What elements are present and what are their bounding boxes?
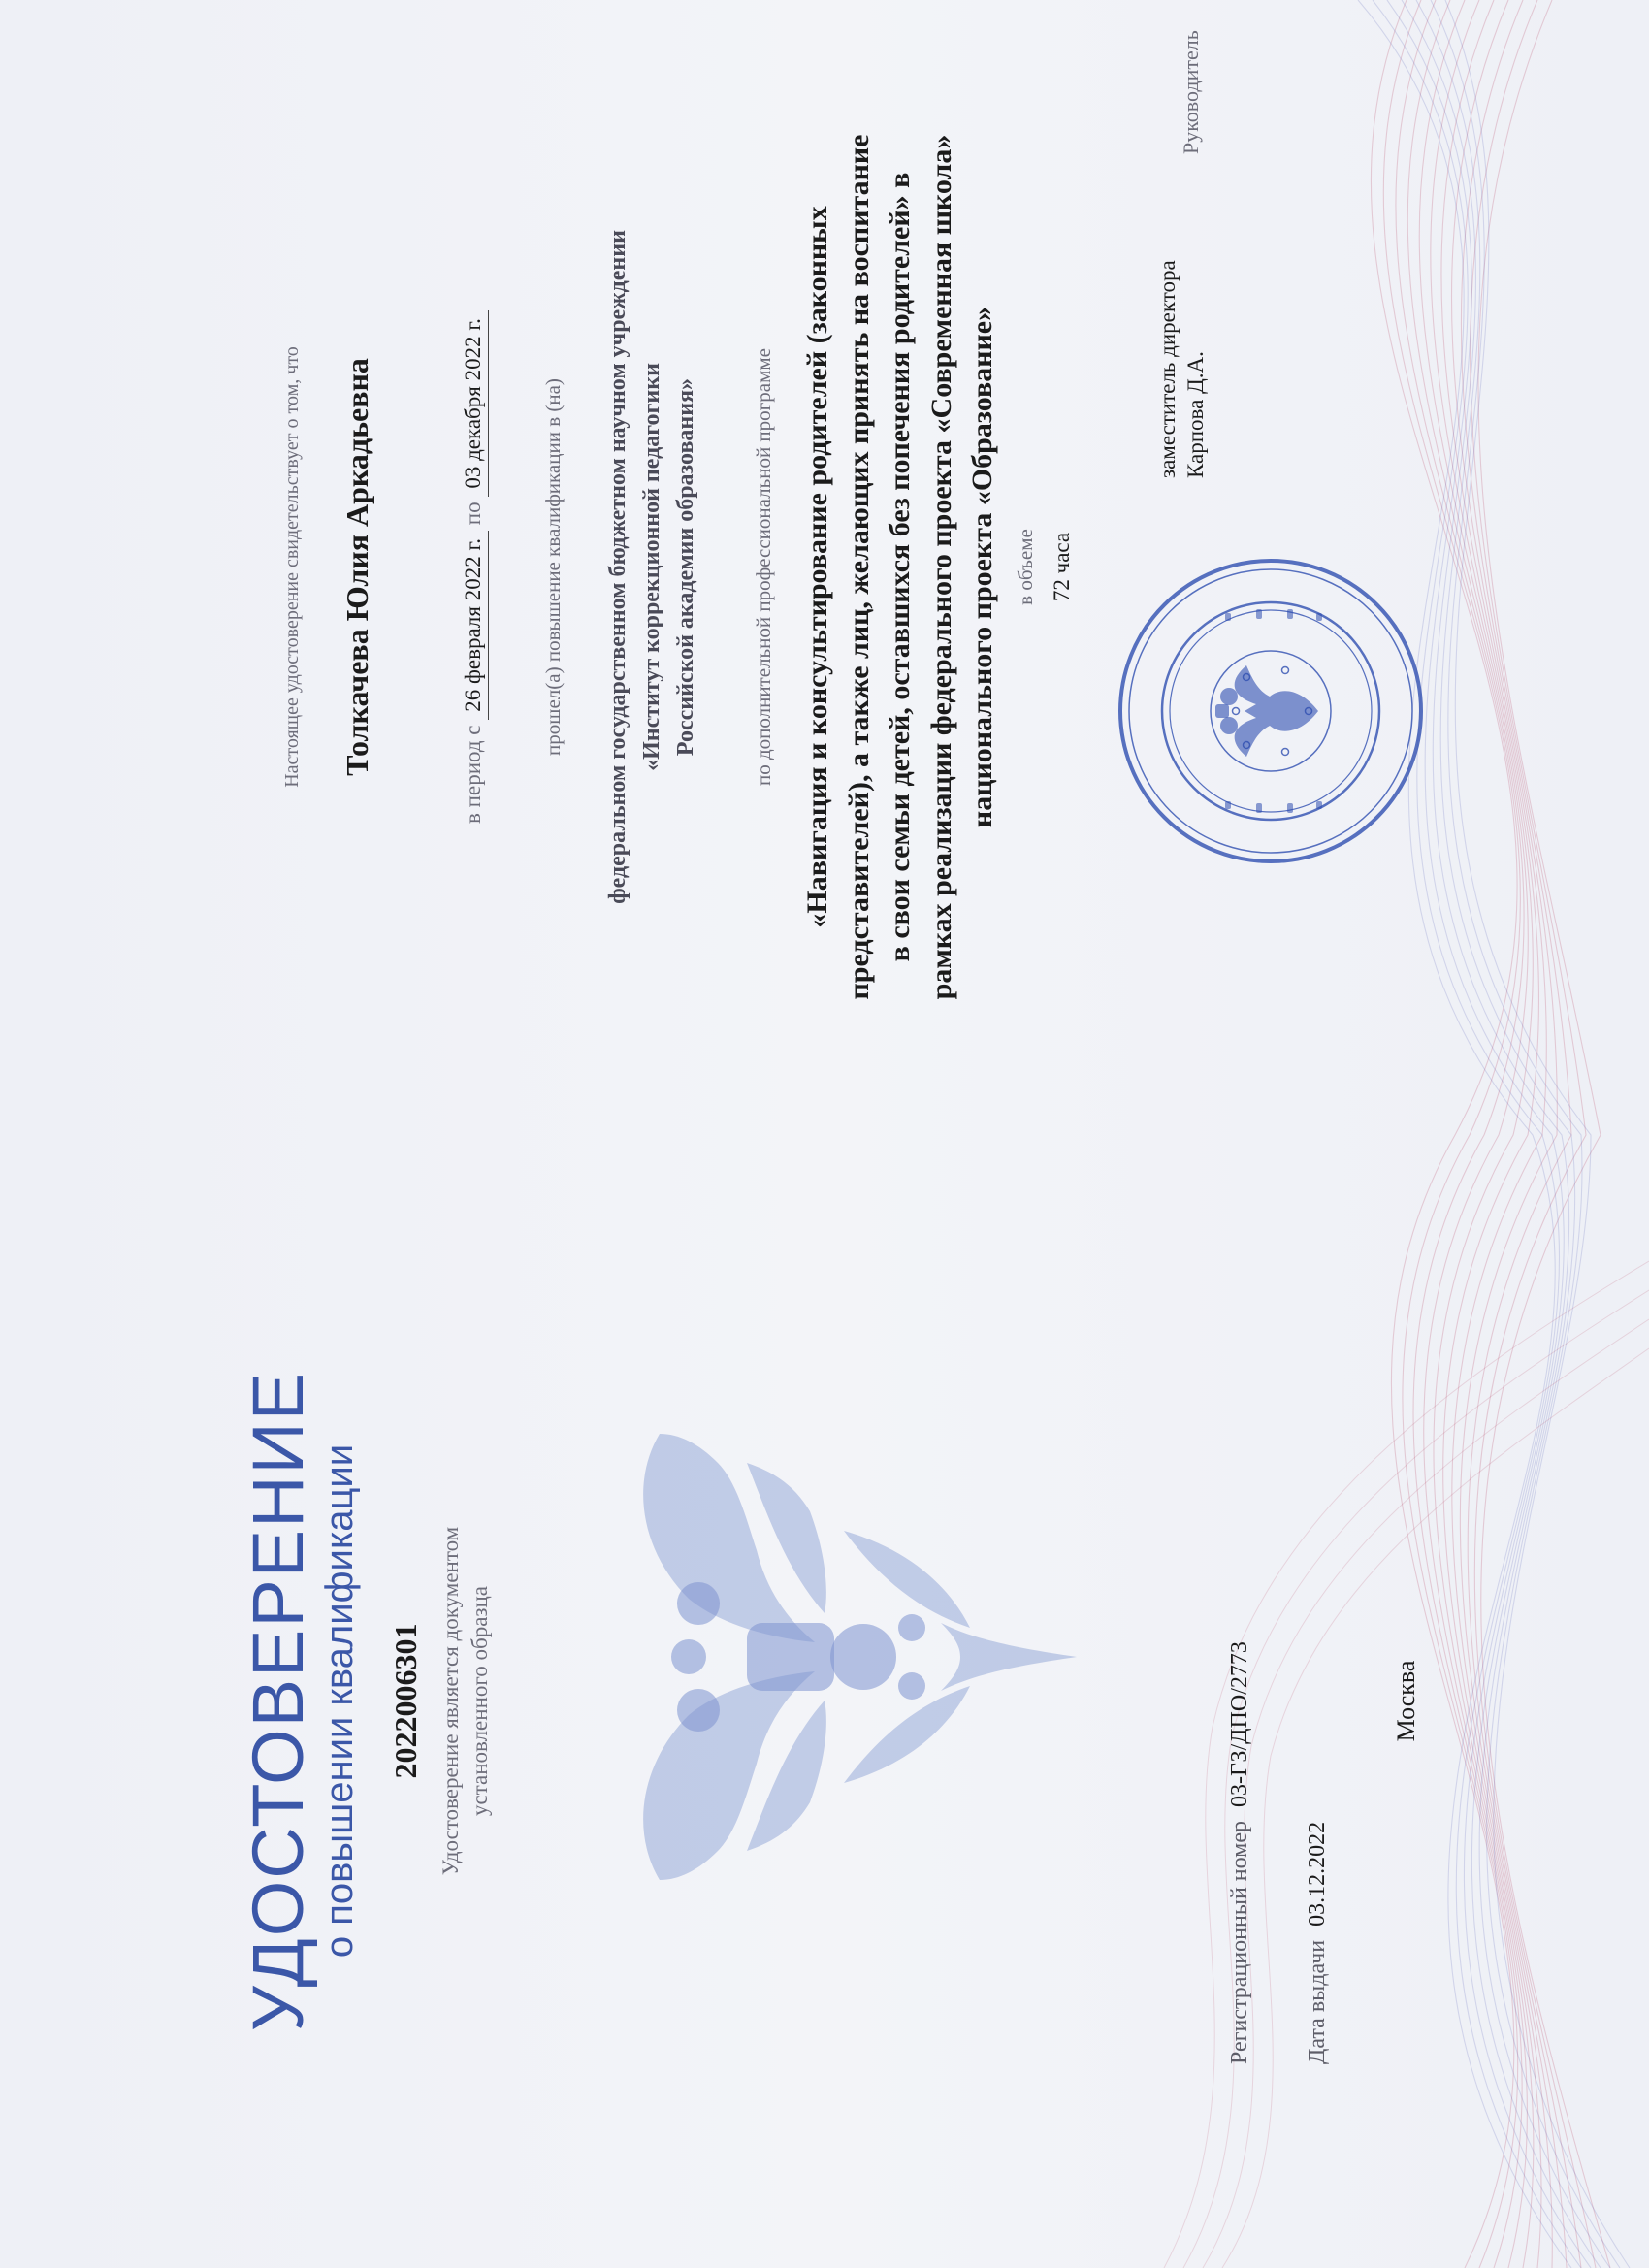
institution-line-1: федеральном государственном бюджетном научном учреждении bbox=[605, 230, 630, 904]
program-line-5: национального проекта «Образование» bbox=[966, 306, 999, 828]
issue-date-row bbox=[1305, 1822, 1331, 2064]
certificate-number: 2022006301 bbox=[388, 1623, 423, 1779]
volume-label: в объеме bbox=[1014, 529, 1037, 605]
volume-value: 72 часа bbox=[1050, 532, 1074, 602]
certificate-note-line-2: установленного образца bbox=[467, 1585, 492, 1817]
institution-name bbox=[601, 0, 702, 1134]
program-line-3: в свои семьи детей, оставшихся без попечения родителей» в bbox=[884, 172, 917, 962]
period-end-date: 03 декабря 2022 г. bbox=[461, 310, 489, 497]
program-line-2: представителей), а также лиц, желающих принять на воспитание bbox=[842, 134, 875, 1000]
registration-label: Регистрационный номер bbox=[1227, 1820, 1252, 2064]
program-line-1: «Навигация и консультирование родителей (законных bbox=[801, 206, 833, 928]
institution-line-2: «Институт коррекционной педагогики bbox=[638, 363, 664, 771]
institution-line-3: Российской академии образования» bbox=[672, 377, 698, 757]
holder-name: Толкачева Юлия Аркадьевна bbox=[340, 358, 374, 776]
signatory bbox=[1154, 260, 1211, 478]
issue-date-value: 03.12.2022 bbox=[1305, 1821, 1330, 1927]
intro-text: Настоящее удостоверение свидетельствует о том, что bbox=[281, 346, 303, 788]
issue-date-label: Дата выдачи bbox=[1305, 1939, 1330, 2064]
period-prefix: в период с bbox=[461, 725, 485, 824]
head-label: Руководитель bbox=[1179, 30, 1203, 154]
certificate-note-line-1: Удостоверение является документом bbox=[438, 1526, 463, 1876]
registration-row bbox=[1227, 1641, 1253, 2064]
cover-page bbox=[0, 1134, 1649, 2268]
certificate-note bbox=[436, 1134, 495, 2268]
signatory-name: Карпова Д.А. bbox=[1182, 351, 1208, 478]
period-by: по bbox=[461, 502, 485, 526]
program-title bbox=[797, 0, 1004, 1134]
registration-number: 03-ГЗ/ДПО/2773 bbox=[1227, 1641, 1252, 1807]
passed-text: прошел(а) повышение квалификации в (на) bbox=[541, 378, 565, 756]
period-start-date: 26 февраля 2022 г. bbox=[461, 531, 489, 720]
program-intro: по дополнительной профессиональной программе bbox=[752, 347, 775, 787]
eagle-emblem-icon bbox=[621, 1405, 1106, 1909]
signatory-title: заместитель директора bbox=[1155, 260, 1180, 478]
document-subtitle: о повышении квалификации bbox=[318, 1443, 361, 1959]
document-title: УДОСТОВЕРЕНИЕ bbox=[238, 1370, 318, 2032]
program-line-4: рамках реализации федерального проекта «Современная школа» bbox=[924, 134, 957, 1000]
issue-city: Москва bbox=[1392, 1660, 1420, 1742]
official-seal-icon bbox=[1111, 551, 1431, 871]
period-row bbox=[461, 19, 489, 1115]
